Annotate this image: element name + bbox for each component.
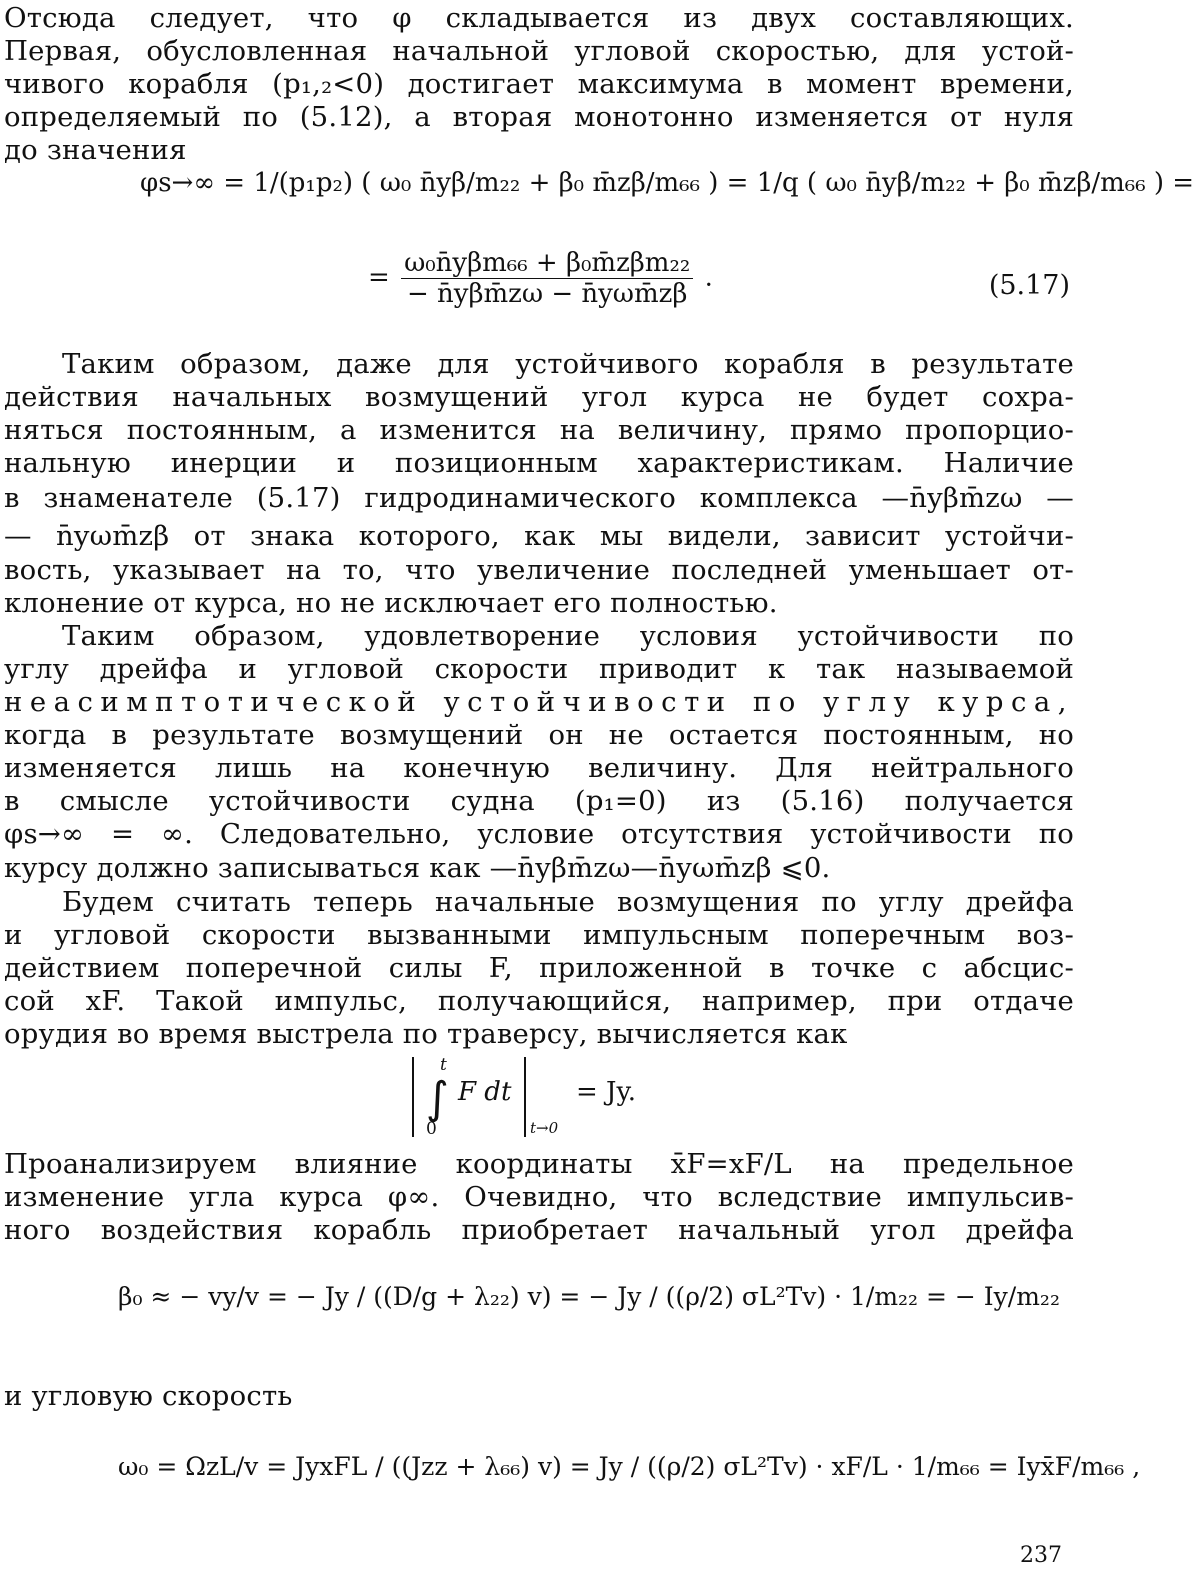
text-line: — n̄yωm̄zβ от знака которого, как мы видели, зависит устойчи- [4, 520, 1074, 552]
abs-bar-right [524, 1057, 526, 1137]
text-line: когда в результате возмущений он не остается постоянным, но [4, 719, 1074, 751]
page-number: 237 [1020, 1543, 1062, 1568]
text-line: Проанализируем влияние координаты x̄F=xF/L на предельное [4, 1148, 1074, 1180]
equation-impulse [412, 1055, 672, 1141]
equation-omega0: ω₀ = ΩzL/v = JyxFL / ((Jzz + λ₆₆) v) = Jy / ((ρ/2) σL²Tv) · xF/L · 1/m₆₆ = Iyx̄F/m₆₆ , [118, 1452, 1141, 1481]
impulse-result: = Jy. [576, 1077, 636, 1107]
text-line: и угловой скорости вызванными импульсным поперечным воз- [4, 919, 1074, 951]
text-line: Первая, обусловленная начальной угловой скоростью, для устой- [4, 35, 1074, 67]
integral-upper-limit: t [440, 1055, 447, 1075]
text-line: Таким образом, удовлетворение условия устойчивости по [62, 620, 1074, 652]
text-line: действием поперечной силы F, приложенной в точке с абсцис- [4, 952, 1074, 984]
numerator: ω₀n̄yβm₆₆ + β₀m̄zβm₂₂ [401, 248, 693, 279]
text-line: определяемый по (5.12), а вторая монотонно изменяется от нуля [4, 101, 1074, 133]
equation-expression: = 1/(p₁p₂) ( ω₀ n̄yβ/m₂₂ + β₀ m̄zβ/m₆₆ ) = 1/q ( ω₀ n̄yβ/m₂₂ + β₀ m̄zβ/m₆₆ ) = [223, 168, 1194, 198]
eval-subscript: t→0 [530, 1119, 559, 1137]
equation-line-1 [140, 168, 1194, 198]
denominator: − n̄yβm̄zω − n̄yωm̄zβ [406, 279, 688, 309]
text-line: изменение угла курса φ∞. Очевидно, что вследствие импульсив- [4, 1181, 1074, 1213]
text-line: Таким образом, даже для устойчивого корабля в результате [62, 348, 1074, 380]
text-line: изменяется лишь на конечную величину. Для нейтрального [4, 752, 1074, 784]
text-line: сой xF. Такой импульс, получающийся, например, при отдаче [4, 985, 1074, 1017]
text-line: орудия во время выстрела по траверсу, вычисляется как [4, 1018, 848, 1050]
text-line: клонение от курса, но не исключает его полностью. [4, 587, 778, 619]
text-line: няться постоянным, а изменится на величину, прямо пропорцио- [4, 414, 1074, 446]
integrand: F dt [458, 1077, 512, 1107]
text-line: действия начальных возмущений угол курса не будет сохра- [4, 381, 1074, 413]
text-line: в смысле устойчивости судна (p₁=0) из (5.16) получается [4, 785, 1074, 817]
equation-line-2: = $\frac{\text{ω₀n̄yβm₆₆ + β₀m̄zβm₂₂}}{\text{− n̄yβm̄zω − n̄yωm̄zβ}}$ . [368, 248, 713, 309]
text-line: нальную инерции и позиционным характеристикам. Наличие [4, 447, 1074, 479]
text-line: углу дрейфа и угловой скорости приводит к так называемой [4, 653, 1074, 685]
text-line: Отсюда следует, что φ складывается из двух составляющих. [4, 2, 1074, 34]
text-line: до значения [4, 134, 187, 166]
integral-sign: ∫ [426, 1073, 449, 1124]
abs-bar-left [412, 1057, 414, 1137]
equation-number: (5.17) [988, 270, 1070, 301]
fraction [401, 248, 693, 309]
text-line: и угловую скорость [4, 1380, 293, 1412]
text-line: чивого корабля (p₁,₂<0) достигает максимума в момент времени, [4, 68, 1074, 100]
text-line: курсу должно записываться как —n̄yβm̄zω—n̄yωm̄zβ ⩽0. [4, 852, 831, 884]
integral-lower-limit: 0 [426, 1119, 437, 1139]
text-line: φs→∞ = ∞. Следовательно, условие отсутствия устойчивости по [4, 818, 1074, 850]
phi-s-infinity: φs→∞ [140, 168, 215, 198]
text-line: в знаменателе (5.17) гидродинамического комплекса —n̄yβm̄zω — [4, 482, 1074, 514]
equation-beta0: β₀ ≈ − vy/v = − Jy / ((D/g + λ₂₂) v) = − Jy / ((ρ/2) σL²Tv) · 1/m₂₂ = − Iy/m₂₂ [118, 1282, 1060, 1311]
text-line: Будем считать теперь начальные возмущения по углу дрейфа [62, 886, 1074, 918]
text-line: вость, указывает на то, что увеличение последней уменьшает от- [4, 554, 1074, 586]
text-line-spaced: неасимптотической устойчивости по углу курса, [4, 686, 1074, 718]
text-line: ного воздействия корабль приобретает начальный угол дрейфа [4, 1214, 1074, 1246]
